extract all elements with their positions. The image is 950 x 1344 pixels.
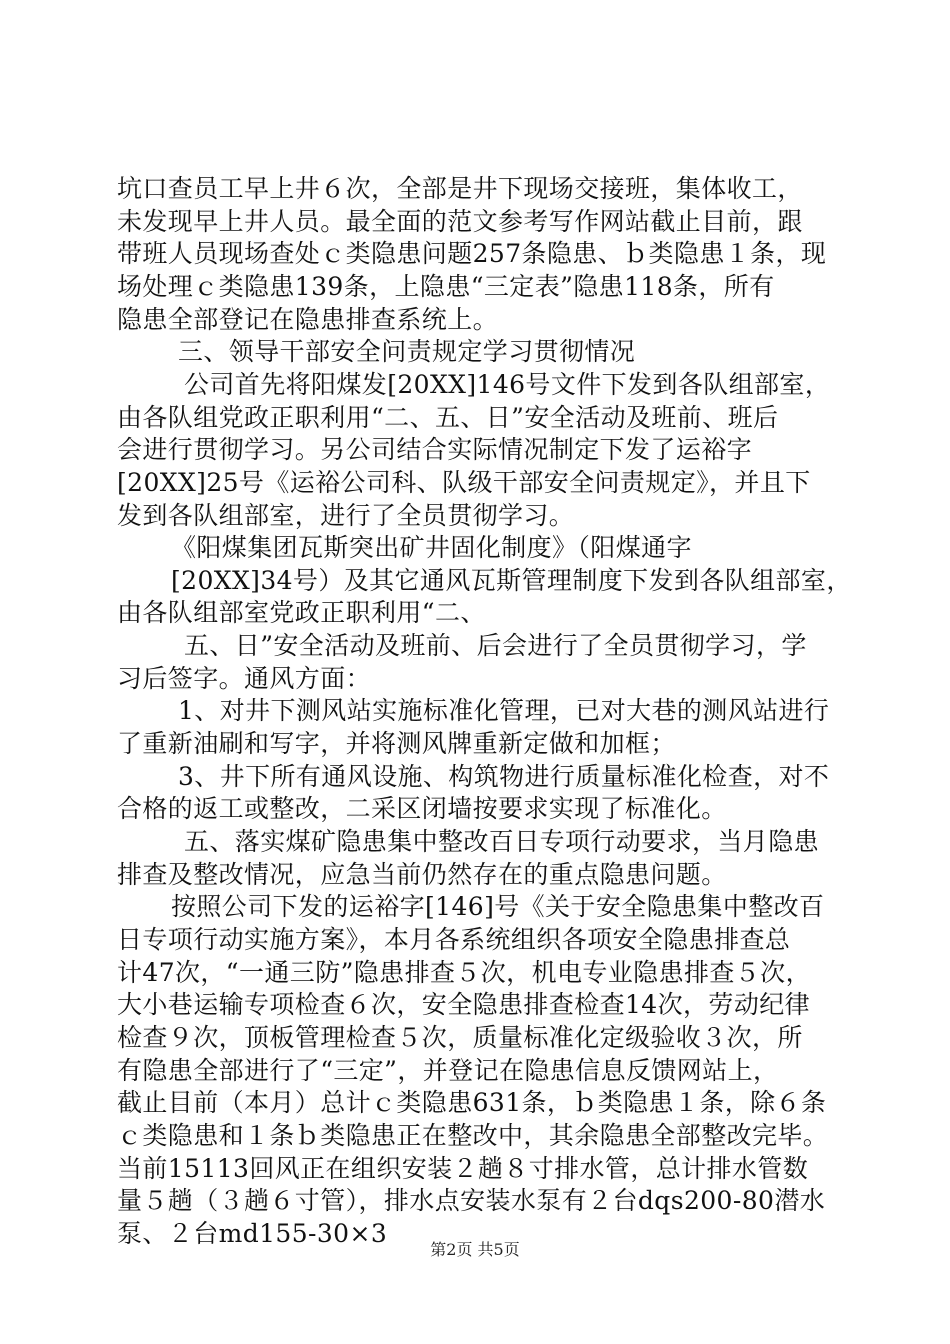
section-heading: 五、落实煤矿隐患集中整改百日专项行动要求，当月隐患 bbox=[184, 827, 820, 856]
text-line: 带班人员现场查处ｃ类隐患问题257条隐患、ｂ类隐患１条，现 bbox=[117, 239, 827, 268]
text-line: 泵、２台md155-30×3 bbox=[117, 1219, 388, 1248]
text-line: 有隐患全部进行了“三定”，并登记在隐患信息反馈网站上， bbox=[117, 1056, 779, 1085]
text-line: 会进行贯彻学习。另公司结合实际情况制定下发了运裕字 bbox=[117, 435, 753, 464]
text-line: 五、日”安全活动及班前、后会进行了全员贯彻学习，学 bbox=[184, 631, 807, 660]
text-line: 按照公司下发的运裕字[146]号《关于安全隐患集中整改百 bbox=[171, 892, 825, 921]
text-line: 《阳煤集团瓦斯突出矿井固化制度》（阳煤通字 bbox=[171, 533, 692, 562]
text-line: ｃ类隐患和１条ｂ类隐患正在整改中，其余隐患全部整改完毕。 bbox=[117, 1121, 829, 1150]
text-line: 发到各队组部室，进行了全员贯彻学习。 bbox=[117, 501, 575, 530]
text-line: 由各队组党政正职利用“二、五、日”安全活动及班前、班后 bbox=[117, 403, 779, 432]
text-line: 由各队组部室党政正职利用“二、 bbox=[117, 598, 486, 627]
text-line: [20XX]25号《运裕公司科、队级干部安全问责规定》，并且下 bbox=[117, 468, 811, 497]
text-line: 排查及整改情况，应急当前仍然存在的重点隐患问题。 bbox=[117, 860, 727, 889]
text-line: 了重新油刷和写字，并将测风牌重新定做和加框； bbox=[117, 729, 676, 758]
text-line: [20XX]34号）及其它通风瓦斯管理制度下发到各队组部室， bbox=[171, 566, 852, 595]
list-item: 3、井下所有通风设施、构筑物进行质量标准化检查，对不 bbox=[178, 762, 830, 791]
text-line: 习后签字。通风方面： bbox=[117, 664, 372, 693]
text-line: 当前15113回风正在组织安装２趟８寸排水管，总计排水管数 bbox=[117, 1154, 809, 1183]
text-line: 场处理ｃ类隐患139条，上隐患“三定表”隐患118条，所有 bbox=[117, 272, 775, 301]
text-line: 大小巷运输专项检查６次，安全隐患排查检查14次，劳动纪律 bbox=[117, 990, 811, 1019]
text-line: 合格的返工或整改，二采区闭墙按要求实现了标准化。 bbox=[117, 794, 727, 823]
list-item: 1、对井下测风站实施标准化管理，已对大巷的测风站进行 bbox=[178, 696, 830, 725]
text-line: 日专项行动实施方案》，本月各系统组织各项安全隐患排查总 bbox=[117, 925, 791, 954]
text-line: 隐患全部登记在隐患排查系统上。 bbox=[117, 305, 499, 334]
page-number-footer: 第2页 共5页 bbox=[430, 1240, 520, 1259]
text-line: 检查９次，顶板管理检查５次，质量标准化定级验收３次，所 bbox=[117, 1023, 803, 1052]
text-line: 未发现早上井人员。最全面的范文参考写作网站截止目前，跟 bbox=[117, 207, 803, 236]
text-line: 公司首先将阳煤发[20XX]146号文件下发到各队组部室， bbox=[184, 370, 831, 399]
text-line: 坑口查员工早上井６次，全部是井下现场交接班，集体收工， bbox=[117, 174, 803, 203]
text-line: 截止目前（本月）总计ｃ类隐患631条，ｂ类隐患１条，除６条 bbox=[117, 1088, 827, 1117]
text-line: 计47次，“一通三防”隐患排查５次，机电专业隐患排查５次， bbox=[117, 958, 811, 987]
section-heading: 三、领导干部安全问责规定学习贯彻情况 bbox=[178, 337, 636, 366]
text-line: 量５趟（３趟６寸管），排水点安装水泵有２台dqs200-80潜水 bbox=[117, 1186, 826, 1215]
